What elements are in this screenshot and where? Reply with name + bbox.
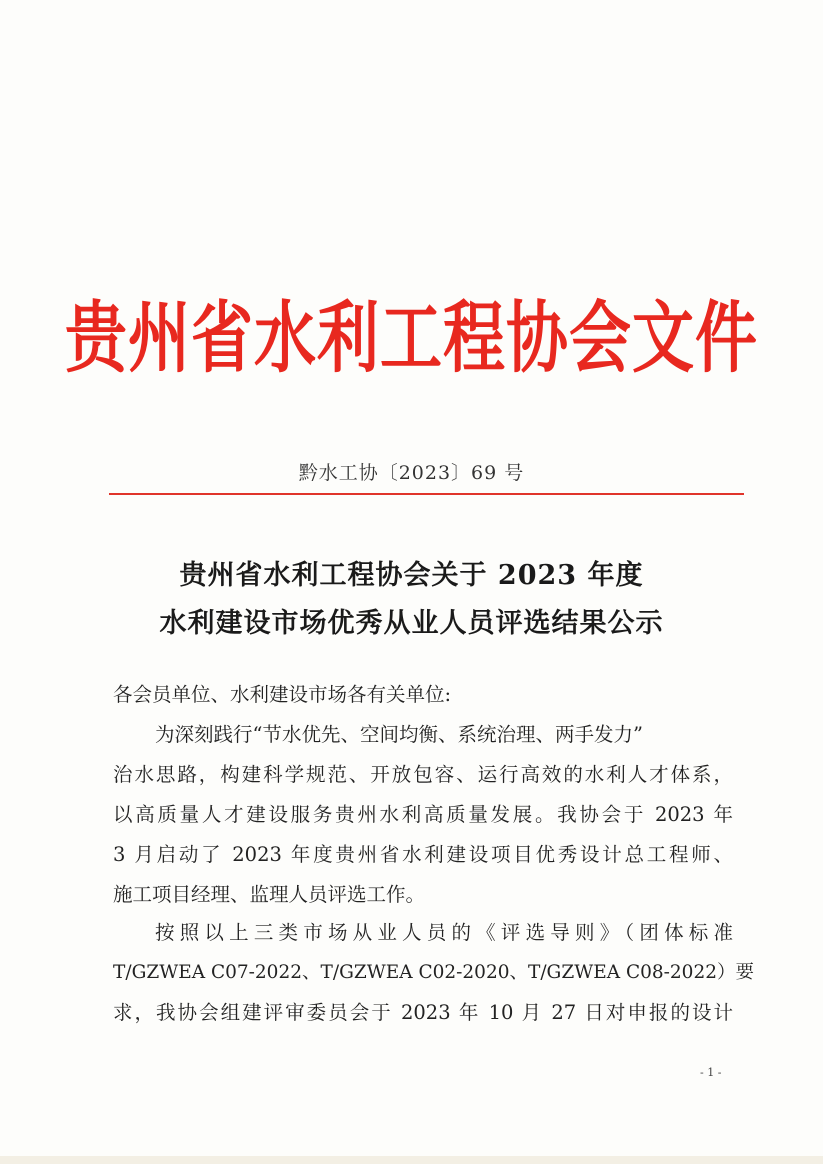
document-title-line-2: 水利建设市场优秀从业人员评选结果公示 [159,608,664,639]
scan-edge [0,1156,823,1164]
paragraph-2-line-3: 求，我协会组建评审委员会于 2023 年 10 月 27 日对申报的设计 [113,1001,733,1024]
red-divider-line [109,493,744,495]
paragraph-1-line-2: 治水思路，构建科学规范、开放包容、运行高效的水利人才体系， [113,763,733,786]
paragraph-1-line-1: 为深刻践行“节水优先、空间均衡、系统治理、两手发力” [155,723,643,746]
paragraph-1-line-3: 以高质量人才建设服务贵州水利高质量发展。我协会于 2023 年 [113,803,733,826]
paragraph-2-line-1: 按照以上三类市场从业人员的《评选导则》（团体标准 [155,921,733,944]
page-number: - 1 - [700,1066,722,1079]
document-title-line-1: 贵州省水利工程协会关于 2023 年度 [179,560,644,591]
document-number: 黔水工协〔2023〕69 号 [298,462,525,484]
paragraph-1-line-4: 3 月启动了 2023 年度贵州省水利建设项目优秀设计总工程师、 [113,843,733,866]
org-header-title: 贵州省水利工程协会文件 [64,291,758,383]
salutation: 各会员单位、水利建设市场各有关单位: [113,683,452,706]
paragraph-2-line-2: T/GZWEA C07-2022、T/GZWEA C02-2020、T/GZWEA C08-2022）要 [113,962,754,983]
paragraph-1-line-5: 施工项目经理、监理人员评选工作。 [113,883,426,906]
